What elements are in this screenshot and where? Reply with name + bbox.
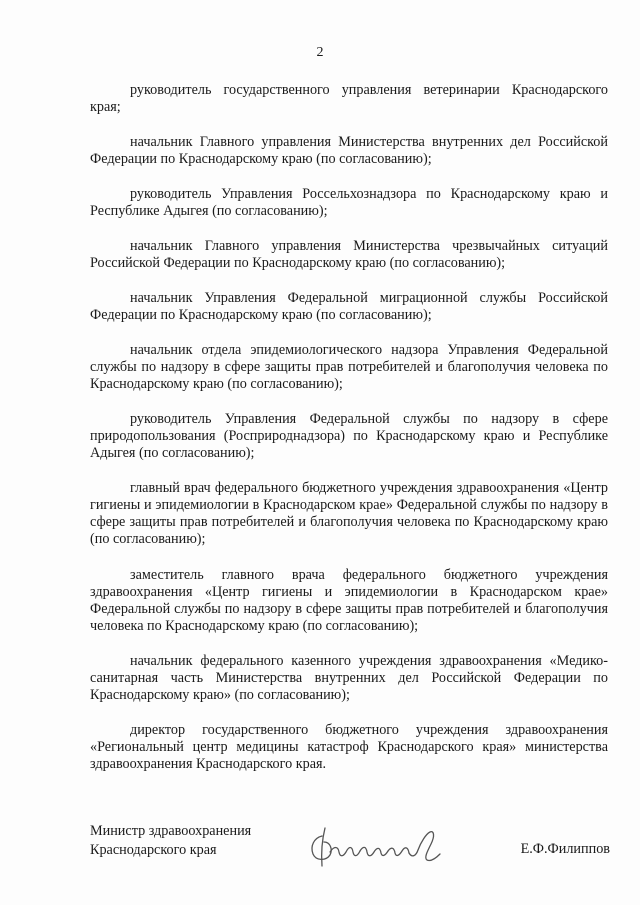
- list-item: директор государственного бюджетного учреждения здравоохранения «Региональный центр медицины катастроф Краснодарского края» министерства здравоохранения Краснодарского края.: [90, 722, 608, 772]
- list-item: руководитель государственного управления ветеринарии Краснодарского края;: [90, 82, 608, 115]
- signatory-title-line-2: Краснодарского края: [90, 842, 217, 858]
- signature-block: [90, 822, 610, 866]
- signatory-title: [90, 822, 290, 860]
- list-item: начальник Управления Федеральной миграционной службы Российской Федерации по Краснодарскому краю (по согласованию);: [90, 290, 608, 323]
- list-item: руководитель Управления Федеральной службы по надзору в сфере природопользования (Росприроднадзора) по Краснодарскому краю и Республике Адыгея (по согласованию);: [90, 411, 608, 461]
- page-number: 2: [316, 45, 324, 60]
- list-item: начальник Главного управления Министерства чрезвычайных ситуаций Российской Федерации по Краснодарскому краю (по согласованию);: [90, 238, 608, 271]
- signatory-title-line-1: Министр здравоохранения: [90, 823, 252, 839]
- list-item: начальник федерального казенного учреждения здравоохранения «Медико-санитарная часть Министерства внутренних дел Российской Федерации по Краснодарскому краю» (по согласованию);: [90, 653, 608, 703]
- list-item: руководитель Управления Россельхознадзора по Краснодарскому краю и Республике Адыгея (по согласованию);: [90, 186, 608, 219]
- list-item: начальник отдела эпидемиологического надзора Управления Федеральной службы по надзору в сфере защиты прав потребителей и благополучия человека по Краснодарскому краю (по согласованию);: [90, 342, 608, 392]
- handwritten-signature: [300, 822, 450, 870]
- signatory-name: Е.Ф.Филиппов: [520, 841, 610, 857]
- list-item: начальник Главного управления Министерства внутренних дел Российской Федерации по Краснодарскому краю (по согласованию);: [90, 134, 608, 167]
- list-item: главный врач федерального бюджетного учреждения здравоохранения «Центр гигиены и эпидемиологии в Краснодарском крае» Федеральной службы по надзору в сфере защиты прав потребителей и благополучия человека по Краснодарскому краю (по согласованию);: [90, 480, 608, 547]
- list-item: заместитель главного врача федерального бюджетного учреждения здравоохранения «Центр гигиены и эпидемиологии в Краснодарском крае» Федеральной службы по надзору в сфере защиты прав потребителей и благополучия человека по Краснодарскому краю (по согласованию);: [90, 567, 608, 634]
